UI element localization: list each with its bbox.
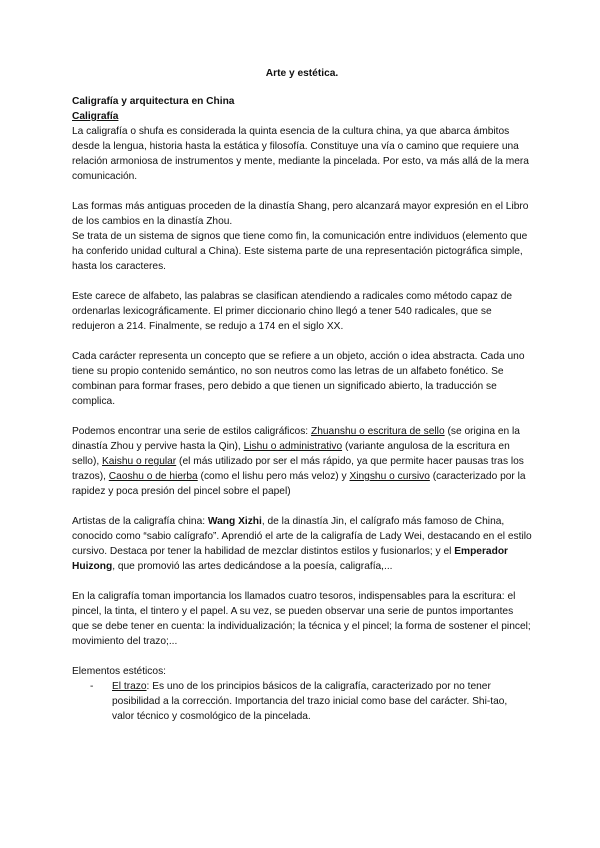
style-kaishu: Kaishu o regular: [102, 456, 177, 467]
paragraph-sign-system: Se trata de un sistema de signos que tiene como fin, la comunicación entre individuos (elemento que ha conferido unidad cultural a China). Este sistema parte de una representación pictográfica simple, hasta los caracteres.: [72, 231, 528, 272]
artist-wang-xizhi: Wang Xizhi: [207, 516, 262, 527]
section-title: Caligrafía y arquitectura en China: [72, 96, 235, 107]
style-kaishu-desc: (el más utilizado por ser el más rápido, ya que permite hacer pausas tras los trazos),: [72, 456, 524, 482]
paragraph-four-treasures: En la caligrafía toman importancia los llamados cuatro tesoros, indispensables para la escritura: el pincel, la tinta, el tintero y el papel. A su vez, se pueden observar una serie de puntos importantes que se debe tener en cuenta: la individualización; la técnica y el pincel; la forma de sostener el pincel; movimiento del trazo;...: [72, 591, 531, 647]
artist-wang-xizhi-desc: , de la dinastía Jin, el calígrafo más famoso de China, conocido como “sabio calígrafo”. Aprendió el arte de la caligrafía de Lady Wei, destacando en el estilo cursivo. Destaca por tener la habilidad de mezclar distintos estilos y fusionarlos; y el: [72, 516, 532, 557]
paragraph-origins: Las formas más antiguas proceden de la dinastía Shang, pero alcanzará mayor expresión en el Libro de los cambios en la dinastía Zhou.: [72, 201, 529, 227]
document-page: [72, 66, 532, 724]
style-xingshu: Xingshu o cursivo: [349, 471, 430, 482]
style-lishu: Lishu o administrativo: [243, 441, 343, 452]
element-term: El trazo: [112, 681, 147, 692]
paragraph-intro: La caligrafía o shufa es considerada la quinta esencia de la cultura china, ya que abarca ámbitos desde la lengua, historia hasta la estática y filosofía. Constituye una vía o camino que requiere una relación armoniosa de instrumentos y mente, mediante la pincelada. Por esto, va más allá de la mera comunicación.: [72, 126, 529, 182]
style-caoshu-desc: (como el lishu pero más veloz) y: [197, 471, 350, 482]
style-xingshu-desc: (caracterizado por la rapidez y poca presión del pincel sobre el papel): [72, 471, 526, 497]
list-item: [72, 679, 532, 724]
styles-intro: Podemos encontrar una serie de estilos caligráficos:: [72, 426, 311, 437]
style-caoshu: Caoshu o de hierba: [108, 471, 198, 482]
style-zhuanshu-desc: (se origina en la dinastía Zhou y pervive hasta la Qin),: [72, 426, 520, 452]
subsection-title: Caligrafía: [72, 111, 119, 122]
elements-label: Elementos estéticos:: [72, 666, 166, 677]
list-bullet: -: [90, 681, 94, 692]
style-zhuanshu: Zhuanshu o escritura de sello: [310, 426, 445, 437]
style-lishu-desc: (variante angulosa de la escritura en sello),: [72, 441, 510, 467]
artists-intro: Artistas de la caligrafía china:: [72, 516, 208, 527]
artist-emperador-huizong-desc: , que promovió las artes dedicándose a la poesía, caligrafía,...: [112, 561, 393, 572]
document-title: Arte y estética.: [265, 68, 339, 79]
elements-list: [72, 679, 532, 724]
paragraph-artists: [72, 514, 532, 574]
paragraph-radicals: Este carece de alfabeto, las palabras se clasifican atendiendo a radicales como método capaz de ordenarlas lexicográficamente. El primer diccionario chino llegó a tener 540 radicales, que se redujeron a 214. Finalmente, se redujo a 174 en el siglo XX.: [72, 291, 513, 332]
paragraph-styles: [72, 424, 532, 499]
element-text: : Es uno de los principios básicos de la caligrafía, caracterizado por no tener posibilidad a la corrección. Importancia del trazo inicial como base del carácter. Shi-tao, valor técnico y cosmológico de la pincelada.: [112, 681, 508, 722]
paragraph-characters: Cada carácter representa un concepto que se refiere a un objeto, acción o idea abstracta. Cada uno tiene su propio contenido semántico, no son neutros como las letras de un alfabeto fonético. Se combinan para formar frases, pero debido a que tienen un significado abierto, la traducción se complica.: [72, 351, 525, 407]
artist-emperador-huizong: Emperador Huizong: [72, 546, 509, 572]
